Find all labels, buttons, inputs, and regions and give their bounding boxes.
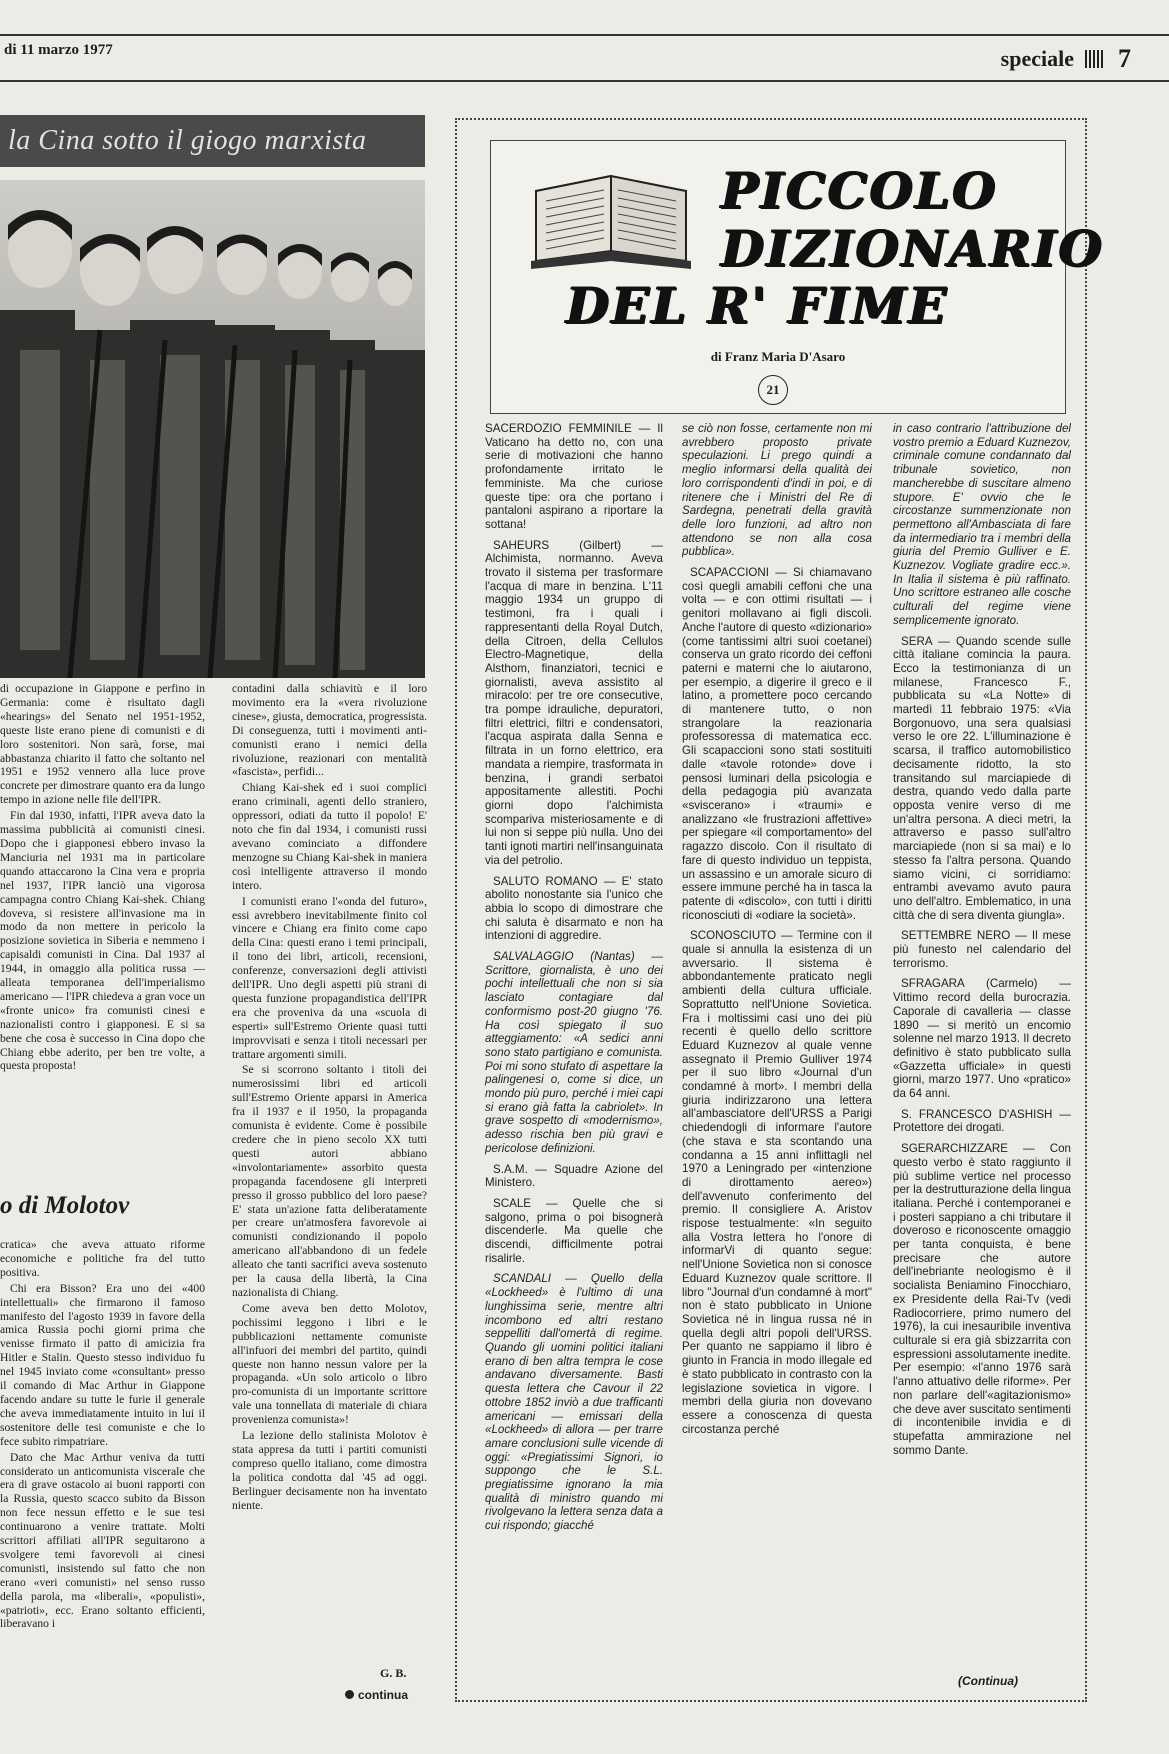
- dictionary-entry: SAHEURS (Gilbert) — Alchimista, normanno. Aveva trovato il sistema per trasformare l'acqua di mare in benzina. L'11 maggio 1934 un gruppo di testimoni, fra i quali i rappresentanti della Royal Dutch, della Citroen, della Cellulos Electro-Magnetique, della Alsthom, finanziatori, tecnici e giornalisti, aveva assistito al miracolo: per tre ore consecutive, tra pompe idrauliche, depuratori, filtri elettrici, filtri e condensatori, l'acqua aspirata dalla Senna e filtrata in un forno elettrico, era mandata a riempire, trasformata in benzina, i grandi serbatoi appositamente allestiti. Pochi giorni dopo l'alchimista scompariva misteriosamente e di lui non si seppe più nulla. Uno dei tanti ignoti martiri nell'insanguinata via del petrolio.: [485, 538, 663, 867]
- paragraph: contadini dalla schiavitù e il loro movimento era la «vera rivoluzione cinese», giusta, democratica, progressista. Di conseguenza, tutti i movimenti anti-comunisti erano i nemici della rivoluzione, reazionari con mentalità «fascista», perfidi...: [232, 682, 427, 779]
- dictionary-entry: in caso contrario l'attribuzione del vostro premio a Eduard Kuznezov, criminale comune condannato dal tribunale sovietico, non mancherebbe di suscitare almeno stupore. E' ovvio che le circostanze summenzionate non permettono all'Ambasciata di fare da intermediario tra i membri della giuria del Premio Gulliver e E. Kuznezov. Vogliate gradire ecc.». In Italia il sistema è più raffinato. Uno scrittore estraneo alle cosche culturali del regime viene semplicemente ignorato.: [893, 422, 1071, 627]
- kicker-text: la Cina sotto il giogo marxista: [8, 125, 367, 156]
- dictionary-entry: SETTEMBRE NERO — Il mese più funesto nel calendario del terrorismo.: [893, 929, 1071, 970]
- dictionary-entry: S. FRANCESCO D'ASHISH — Protettore dei drogati.: [893, 1107, 1071, 1135]
- paragraph: Chi era Bisson? Era uno dei «400 intellettuali» che firmarono il famoso manifesto del l'agosto 1939 in favore della amica Russia pochi giorni prima che venisse firmato il patto di amicizia fra Hitler e Stalin. Questo stesso individuo fu nel 1945 inviato come «consultant» presso il comando di Mac Arthur in Giappone facendo andare su tutte le furie il generale che aveva immediatamente intuito in lui il sostenitore delle tesi comuniste e che lo fece subito rimpatriare.: [0, 1281, 205, 1448]
- dictionary-entry: S.A.M. — Squadre Azione del Ministero.: [485, 1162, 663, 1190]
- paragraph: Se si scorrono soltanto i titoli dei numerosissimi libri ed articoli sull'Estremo Oriente apparsi in America fra il 1937 e il 1950, la propaganda comunista è evidente. Come è possibile credere che in pieno secolo XX tutti questi autori abbiano «involontariamente» assorbito questa propaganda facendosene gli interpreti presso il grosso pubblico del loro paese? E' stata un'azione fatta deliberatamente per creare un'atmosfera favorevole ai comunisti condizionando il popolo americano all'abbandono di un fedele alleato che tanti sacrifici aveva sostenuto per la causa della libertà, la Cina nazionalista di Chiang.: [232, 1063, 427, 1299]
- article-subhead: o di Molotov: [0, 1192, 130, 1219]
- left-article-col2: [232, 682, 427, 1677]
- paragraph: I comunisti erano l'«onda del futuro», essi avrebbero inevitabilmente finito col vincere e Chiang era finito come capo della Cina: questi erano i temi principali, il tono dei libri, articoli, recensioni, conferenze, conversazioni degli attivisti dell'IPR. Uno degli aspetti più strani di questa funzione propagandistica dell'IPR era che proveniva da una «scuola di esperti» sull'Estremo Oriente quasi tutti improvvisati e senza i titoli necessari per trattare argomenti simili.: [232, 894, 427, 1061]
- left-article-col1-top: [0, 682, 205, 1182]
- continua-left: [345, 1688, 408, 1702]
- section-name: speciale: [1000, 46, 1074, 71]
- issue-date: di 11 marzo 1977: [4, 42, 113, 58]
- dictionary-entry: SACERDOZIO FEMMINILE — Il Vaticano ha detto no, con una serie di motivazioni che hanno profondamente irritato le femministe. Ma che curiose queste tipe: ora che portano i pantaloni aspirano a riportare la sottana!: [485, 422, 663, 531]
- dictionary-entry: SFRAGARA (Carmelo) — Vittimo record della burocrazia. Caporale di cavalleria — classe 1890 — si meritò un encomio solenne nel marzo 1913. Il decreto definitivo è stato pubblicato sulla «Gazzetta ufficiale» in questi giorni, marzo 1977. Uno «pratico» da 64 anni.: [893, 977, 1071, 1101]
- dictionary-entry: SCALE — Quelle che si salgono, prima o poi bisognerà discenderle. Ma quelle che discendi, difficilmente potrai risalirle.: [485, 1196, 663, 1265]
- dictionary-entry: SALUTO ROMANO — E' stato abolito nonostante sia l'unico che abbia lo scopo di dimostrare che chi saluta è disarmato e non ha intenzioni di aggredire.: [485, 874, 663, 943]
- section-square-icon: [1085, 50, 1103, 68]
- dictionary-col3: [893, 422, 1071, 1667]
- continua-label: continua: [358, 1688, 408, 1702]
- installment-badge: 21: [758, 375, 788, 405]
- dictionary-author: di Franz Maria D'Asaro: [710, 349, 846, 364]
- paragraph: La lezione dello stalinista Molotov è stata appresa da tutti i partiti comunisti compreso quello italiano, come dimostra la politica condotta dal '45 ad oggi. Berlinguer decisamente non ha inventato niente.: [232, 1429, 427, 1512]
- paragraph: Dato che Mac Arthur veniva da tutti considerato un anticomunista viscerale che era di grave ostacolo ai buoni rapporti con la Russia, questo scacco subito da Bisson non fece nessun effetto e le sue tesi continuarono a venire trattate. Molti scrittori affiliati all'IPR seguitarono a svolgere temi favorevoli ai cinesi comunisti, insistendo sul fatto che non erano «veri comunisti» nel senso russo della parola, ma «liberali», «populisti», «patrioti», ecc. Erano soltanto efficienti, liberavano i: [0, 1450, 205, 1631]
- page-number: 7: [1118, 44, 1131, 73]
- article-kicker: [0, 115, 425, 167]
- dictionary-col1: [485, 422, 663, 1692]
- dictionary-entry: SCANDALI — Quello della «Lockheed» è l'ultimo di una lunghissima serie, mentre altri incombono ed altri restano seppelliti dall'omertà di regime. Quando gli uomini politici italiani erano di ben altra tempra le cose andavano diversamente. Basti questa lettera che Cavour il 22 ottobre 1852 inviò a due trafficanti americani — emissari della «Lockheed» di allora — per trarre amare conclusioni sulle vicende di oggi: «Pregiatissimi Signori, io suppongo che le S.L. pregiatissime ignorano la mia qualità di ministro quando mi rivolgevano la lettera senza data a cui rispondo; giacché: [485, 1272, 663, 1533]
- article-photo: [0, 180, 425, 678]
- paragraph: Chiang Kai-shek ed i suoi complici erano criminali, agenti dello straniero, oppressori, odiati da tutto il popolo! E' noto che fin dal 1934, i comunisti russi avevano cominciato a diffondere menzogne su Chiang Kai-shek in maniera così intelligente attraverso il mondo intero.: [232, 781, 427, 892]
- dictionary-entry: SERA — Quando scende sulle città italiane comincia la paura. Ecco la testimonianza di un milanese, Francesco F., pubblicata su «La Notte» di martedì 11 febbraio 1975: «Via Borgonuovo, una sera qualsiasi verso le ore 22. L'illuminazione è scarsa, il traffico automobilistico decisamente ridotto, la sto transitando sul marciapiede di destra, quando vedo dalla parte opposta venire verso di me un'altra persona. A dieci metri, la attraverso e passo sull'altro marciapiede (non si sa mai) e lo stesso fa l'altra persona. Quando siamo vicini, ci sorridiamo: entrambi avevamo avuto paura uno dell'altro. Emblematico, in una città che di sera diventa giungla».: [893, 634, 1071, 922]
- dictionary-title-box: [490, 140, 1105, 414]
- paragraph: Fin dal 1930, infatti, l'IPR aveva dato la massima pubblicità ai comunisti cinesi. Dopo che i giapponesi ebbero invaso la Manciuria nel 1931 ma in particolare quando attaccarono la Cina vera e propria nel 1937, l'IPR lanciò una vigorosa campagna contro Chiang Kai-shek. Chiang doveva, si resistere all'invasione ma in modo da non mettere in pericolo la posizione sovietica in Siberia e nemmeno i capisaldi comunisti in Cina. Dal 1937 al 1944, in omaggio alla politica russa — alleata temporanea dell'imperialismo americano — l'IPR chiedeva a gran voce un «fronte unico» fra comunisti cinesi e nazionalisti contro i giapponesi. E si sa bene che cosa è successo in Cina dopo che Chiang ebbe aderito, per ben tre volte, a questa proposta!: [0, 809, 205, 1073]
- dictionary-book-icon: [526, 151, 696, 271]
- paragraph: di occupazione in Giappone e perfino in Germania: come è risultato dagli «hearings» del Senato nel 1951-1952, queste liste erano piene di comunisti e di loro sostenitori. Non sarà, forse, mai abbastanza chiarito il fatto che soltanto nel 1951 e 1952 vennero alla luce prove concrete per dimostrare quanto era da lungo tempo in azione nelle file dell'IPR.: [0, 682, 205, 807]
- dictionary-entry: SALVALAGGIO (Nantas) — Scrittore, giornalista, è uno dei pochi intellettuali che non si sia lasciato contagiare dal conformismo post-20 giugno '76. Ha così spiegato il suo atteggiamento: «A sedici anni sono stato partigiano e comunista. Poi mi sono stufato di aspettare la palingenesi o, come si dice, un mondo più puro, perché i miei capi si erano già fatta la cabriolet». In grave sospetto di «modernismo», adesso rischia ben più gravi e pericolose definizioni.: [485, 950, 663, 1155]
- paragraph: Come aveva ben detto Molotov, pochissimi leggono i libri e le pubblicazioni nettamente comuniste all'infuori dei membri del partito, quindi queste non hanno nessun valore per la propaganda. «Un solo articolo o libro pro-comunista di un importante scrittore vale una tonnellata di materiale di chiara provenienza comunista»!: [232, 1301, 427, 1427]
- article-signature: G. B.: [380, 1666, 407, 1680]
- head-rule: [0, 80, 1169, 82]
- left-article-col1-bottom: [0, 1238, 205, 1678]
- dictionary-col2: [682, 422, 872, 1692]
- dictionary-entry: se ciò non fosse, certamente non mi avrebbero proposto private speculazioni. Li prego quindi a meglio informarsi della qualità dei loro corrispondenti d'indi in poi, e di ritenere che i Ministri del Re di Sardegna, penetrati della gravità delle loro funzioni, ad altro non attendono se non alla cosa pubblica».: [682, 422, 872, 559]
- children-soldiers-photo-icon: [0, 180, 425, 678]
- dictionary-entry: SCONOSCIUTO — Termine con il quale si annulla la esistenza di un avversario. Il sistema è abbondantemente praticato negli ambienti della cultura ufficiale. Soprattutto nell'Unione Sovietica. Fra i moltissimi casi uno dei più recenti è quello dello scrittore Eduard Kuznezov al quale venne assegnato il Premio Gulliver 1974 per il suo libro «Journal d'un condamné à mort». I membri della giuria indirizzarono una lettera all'ambasciatore dell'URSS a Parigi chiedendogli di informare l'autore (che stava e sta scontando una condanna a 15 anni inflittagli nel 1970 a Leningrado per «intenzione di dirottamento aereo») dell'avvenuto conferimento del premio. Il consigliere A. Aristov rispose testualmente: «In seguito alla Vostra lettera ho l'onore di informarVi di quanto segue: nell'Unione Sovietica non si conosce Eduard Kuznezov quale scrittore. Il libro "Journal d'un condamné à mort" non è stato pubblicato in Unione Sovietica né in lingua russa né in quella degli altri popoli dell'URSS. Per quanto ne sappiamo il libro è giunto in Francia in modo illegale ed è stato pubblicato in contrasto con la legislazione sovietica in vigore. I membri della giuria non dovevano essere a conoscenza di questa circostanza perché: [682, 929, 872, 1436]
- continua-right: (Continua): [958, 1674, 1018, 1688]
- dictionary-title-line2: DIZIONARIO: [721, 219, 1105, 278]
- bullet-icon: [345, 1690, 354, 1699]
- running-head: [0, 36, 1169, 80]
- dictionary-entry: SCAPACCIONI — Si chiamavano così quegli amabili ceffoni che una volta — e con ottimi risultati — i genitori mollavano ai figli discoli. Anche l'autore di questo «dizionario» (come tantissimi altri suoi coetanei) conserva un grato ricordo dei ceffoni paterni e materni che lo aiutarono, per esempio, a digerire il greco e il latino, a promettere poco cercando di mantenere tutto, o non strangolare la reazionaria professoressa di matematica ecc. Gli scapaccioni sono stati sostituiti dalle «tavole rotonde» dove i pensosi luminari della psicologia e della pedagogia più avanzata «sviscerano» i «traumi» e analizzano «le frustrazioni affettive» per spiegare «il comportamento» del ragazzo discolo. Con il risultato di fare di questo individuo un teppista, un assassino e un amorale sicuro di essere immune perché ha in tasca la patente di «discolo», con tutti i diritti riconosciuti di «odiare la società».: [682, 566, 872, 922]
- top-rule: [0, 34, 1169, 36]
- dictionary-entry: SGERARCHIZZARE — Con questo verbo è stato raggiunto il più sublime vertice nel processo per la destrutturazione della lingua italiana. Perché i contemporanei e i posteri sappiano a chi tributare il doveroso e riconoscente omaggio per tanta conquista, è bene precisare che autore dell'inebriante neologismo è il socialista Beniamino Finocchiaro, ex Presidente della Rai-Tv (vedi Radiocorriere, primo numero del 1976), la cui inesauribile inventiva culturale si era già sbizzarrita con espressioni assolutamente inedite. Per esempio: «l'anno 1976 sarà l'anno attuativo delle riforme». Per non parlare dell'«agitazionismo» che deve aver suscitato sentimenti di incontenibile invidia e di stupefatta ammirazione nel sommo Dante.: [893, 1142, 1071, 1457]
- dictionary-title-line1: PICCOLO: [721, 161, 998, 220]
- dictionary-title-line3: DEL R' FIME: [566, 276, 949, 335]
- paragraph: cratica» che aveva attuato riforme economiche e politiche fra del tutto positiva.: [0, 1238, 205, 1279]
